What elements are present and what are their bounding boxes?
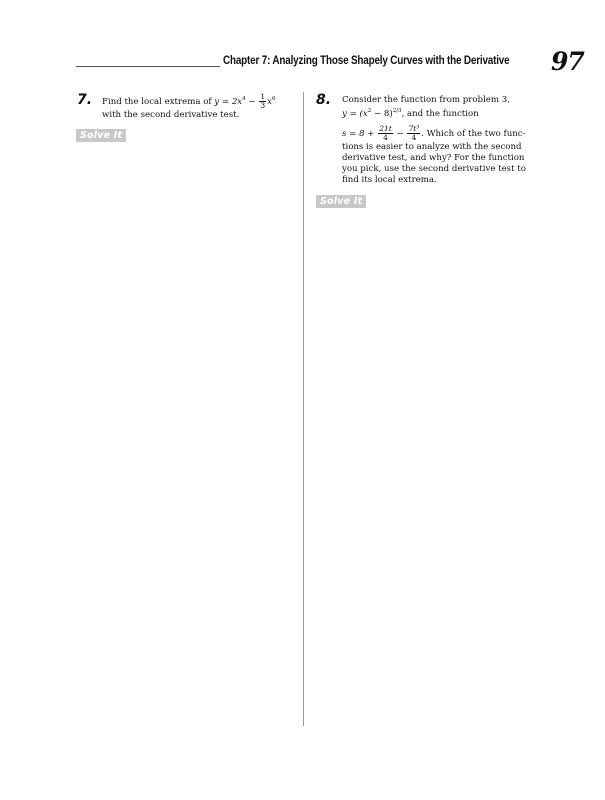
problem-7-line-2: with the second derivative test.: [102, 110, 240, 120]
problem-7-eq-fraction: [259, 93, 266, 110]
problem-7-eq-lhs: y = 2x: [214, 97, 243, 107]
problem-8-y-start: y = (x: [342, 109, 368, 119]
problem-7-intro: Find the local extrema of: [102, 97, 215, 107]
page-number: 97: [551, 47, 584, 76]
problem-8-y-exp: 2: [367, 108, 372, 114]
problem-8-y-end: , and the function: [401, 109, 479, 119]
problem-7-frac-den: 3: [260, 101, 266, 110]
problem-8-number: 8.: [316, 92, 332, 108]
solve-it-badge-7: Solve It: [76, 129, 126, 142]
problem-8-text: [342, 95, 542, 186]
problem-7-frac-num: 1: [260, 92, 266, 101]
problem-8-s-minus: −: [393, 129, 407, 139]
header-rule: [76, 66, 220, 67]
problem-7-eq-minus: −: [245, 97, 259, 107]
problem-8-line-5: derivative test, and why? For the function: [342, 153, 525, 163]
problem-8-s-end: . Which of the two func-: [421, 129, 526, 139]
problem-8-fraction-2: [407, 125, 420, 142]
chapter-title: Chapter 7: Analyzing Those Shapely Curves with the Derivative: [223, 55, 510, 67]
problem-8-line-7: find its local extrema.: [342, 175, 437, 185]
problem-8-s-start: s = 8 +: [342, 129, 378, 139]
problem-7-text: [102, 93, 275, 121]
problem-8-line-1: Consider the function from problem 3,: [342, 95, 510, 105]
problem-8-frac2-den: 4: [411, 133, 417, 142]
problem-8-line-3: [342, 125, 542, 142]
problem-8-frac1-den: 4: [383, 133, 388, 142]
problem-7-line-1: [102, 93, 275, 110]
problem-7-eq-exp1: 4: [242, 96, 246, 102]
problem-8-y-mid: − 8): [371, 109, 393, 119]
problem-7-eq-exp2: 6: [271, 96, 276, 102]
problem-8-line-4: tions is easier to analyze with the second: [342, 142, 522, 152]
problem-7-eq-x: x: [267, 97, 272, 107]
problem-8-frac1-num: 21t: [379, 124, 392, 133]
problem-8-line-6: you pick, use the second derivative test to: [342, 164, 526, 174]
solve-it-badge-8: Solve It: [316, 195, 366, 208]
problem-7-number: 7.: [77, 92, 93, 108]
problem-8-frac2-num: 7t³: [408, 124, 420, 133]
problem-8-fraction-1: [378, 125, 393, 142]
problem-8-line-2: [342, 106, 542, 120]
column-divider: [303, 92, 304, 726]
problem-8-y-outer-exp: 2/3: [392, 108, 402, 114]
